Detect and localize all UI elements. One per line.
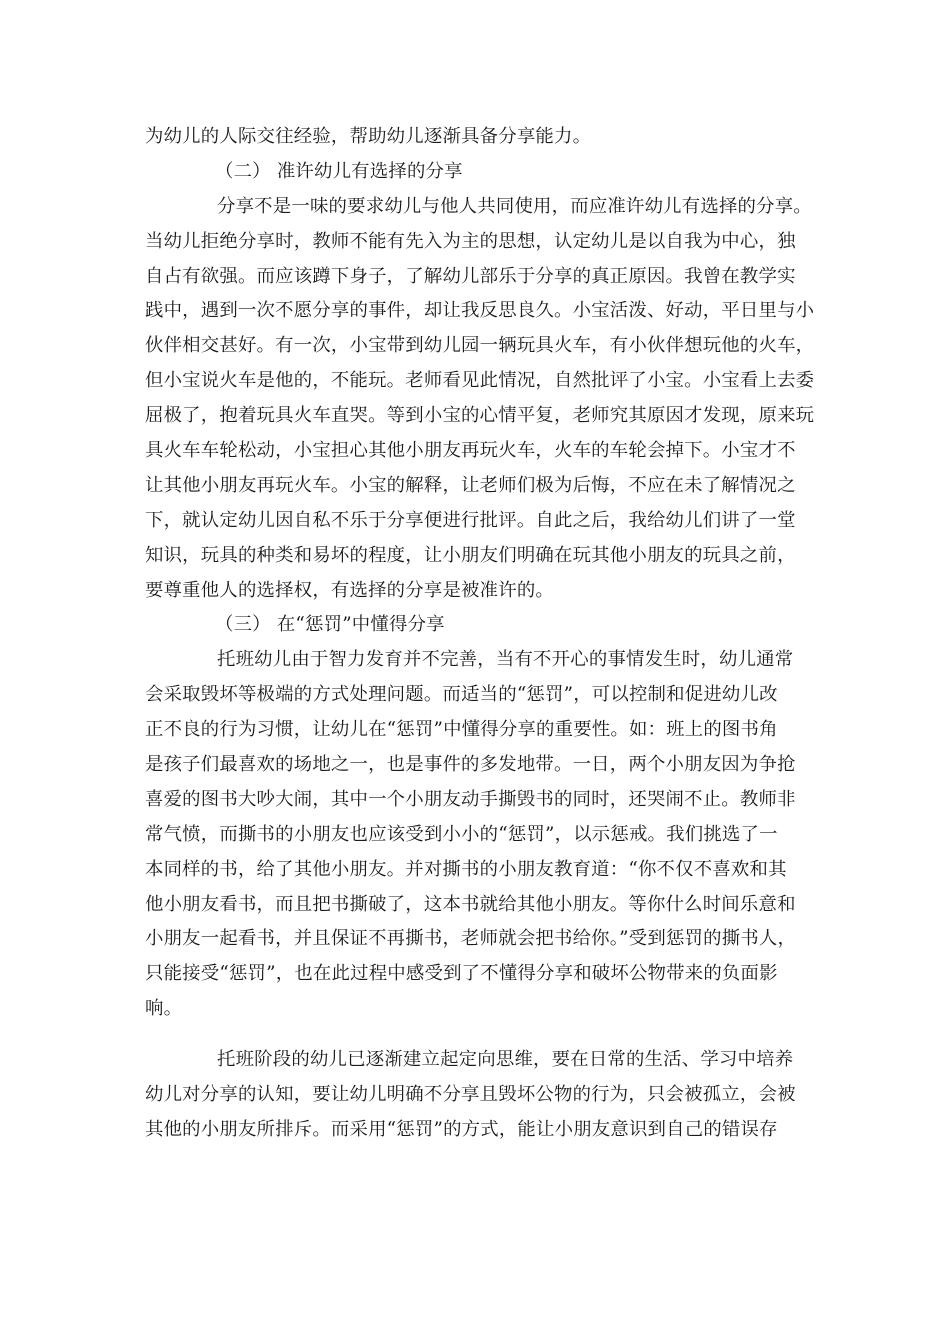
section-heading-2: （二） 准许幼儿有选择的分享	[215, 160, 463, 182]
paragraph-gap	[145, 1027, 810, 1043]
paragraph-line: 知识，玩具的种类和易坏的程度，让小朋友们明确在玩其他小朋友的玩具之前，	[145, 544, 796, 566]
paragraph-line: 是孩子们最喜欢的场地之一，也是事件的多发地带。一日，两个小朋友因为争抢	[145, 754, 796, 776]
paragraph-line: 其他的小朋友所排斥。而采用“惩罚”的方式，能让小朋友意识到自己的错误存	[145, 1118, 778, 1140]
section-3-paragraph-1	[145, 643, 810, 1027]
paragraph-line: 具火车车轮松动，小宝担心其他小朋友再玩火车，火车的车轮会掉下。小宝才不	[145, 440, 796, 462]
section-heading-3: （三） 在“惩罚”中懂得分享	[215, 614, 445, 636]
paragraph-line: 本同样的书，给了其他小朋友。并对撕书的小朋友教育道：“你不仅不喜欢和其	[145, 858, 787, 880]
paragraph-line: 但小宝说火车是他的，不能玩。老师看见此情况，自然批评了小宝。小宝看上去委	[145, 370, 815, 392]
paragraph-line: 自占有欲强。而应该蹲下身子，了解幼儿部乐于分享的真正原因。我曾在教学实	[145, 265, 796, 287]
paragraph-line: 下，就认定幼儿因自私不乐于分享便进行批评。自此之后，我给幼儿们讲了一堂	[145, 509, 796, 531]
paragraph-line: 屈极了，抱着玩具火车直哭。等到小宝的心情平复，老师究其原因才发现，原来玩	[145, 405, 815, 427]
paragraph-line: 让其他小朋友再玩火车。小宝的解释，让老师们极为后悔，不应在未了解情况之	[145, 474, 796, 496]
paragraph-line: 喜爱的图书大吵大闹，其中一个小朋友动手撕毁书的同时，还哭闹不止。教师非	[145, 788, 796, 810]
paragraph-line: 分享不是一味的要求幼儿与他人共同使用，而应准许幼儿有选择的分享。	[217, 195, 812, 217]
paragraph-line: 伙伴相交甚好。有一次，小宝带到幼儿园一辆玩具火车，有小伙伴想玩他的火车，	[145, 335, 815, 357]
paragraph-line: 托班幼儿由于智力发育并不完善，当有不开心的事情发生时，幼儿通常	[217, 649, 794, 671]
paragraph-line: 幼儿对分享的认知，要让幼儿明确不分享且毁坏公物的行为，只会被孤立，会被	[145, 1084, 796, 1106]
paragraph-line: 常气愤，而撕书的小朋友也应该受到小小的“惩罚”，以示惩戒。我们挑选了一	[145, 823, 778, 845]
paragraph-line: 托班阶段的幼儿已逐渐建立起定向思维，要在日常的生活、学习中培养	[217, 1049, 794, 1071]
paragraph-line: 践中，遇到一次不愿分享的事件，却让我反思良久。小宝活泼、好动，平日里与小	[145, 300, 815, 322]
paragraph-line: 会采取毁坏等极端的方式处理问题。而适当的“惩罚”，可以控制和促进幼儿改	[145, 684, 778, 706]
document-body	[145, 120, 815, 1148]
paragraph-line: 当幼儿拒绝分享时，教师不能有先入为主的思想，认定幼儿是以自我为中心，独	[145, 230, 796, 252]
paragraph-line: 响。	[145, 998, 183, 1020]
paragraph-line: 正不良的行为习惯，让幼儿在“惩罚”中懂得分享的重要性。如：班上的图书角	[145, 719, 778, 741]
intro-line: 为幼儿的人际交往经验，帮助幼儿逐渐具备分享能力。	[145, 126, 592, 147]
paragraph-line: 小朋友一起看书，并且保证不再撕书，老师就会把书给你。”受到惩罚的撕书人，	[145, 928, 797, 950]
paragraph-line: 只能接受“惩罚”，也在此过程中感受到了不懂得分享和破坏公物带来的负面影	[145, 963, 778, 985]
section-3-paragraph-2	[145, 1043, 810, 1148]
section-2-paragraph	[145, 190, 815, 609]
paragraph-line: 他小朋友看书，而且把书撕破了，这本书就给其他小朋友。等你什么时间乐意和	[145, 893, 796, 915]
paragraph-line: 要尊重他人的选择权，有选择的分享是被准许的。	[145, 579, 554, 601]
